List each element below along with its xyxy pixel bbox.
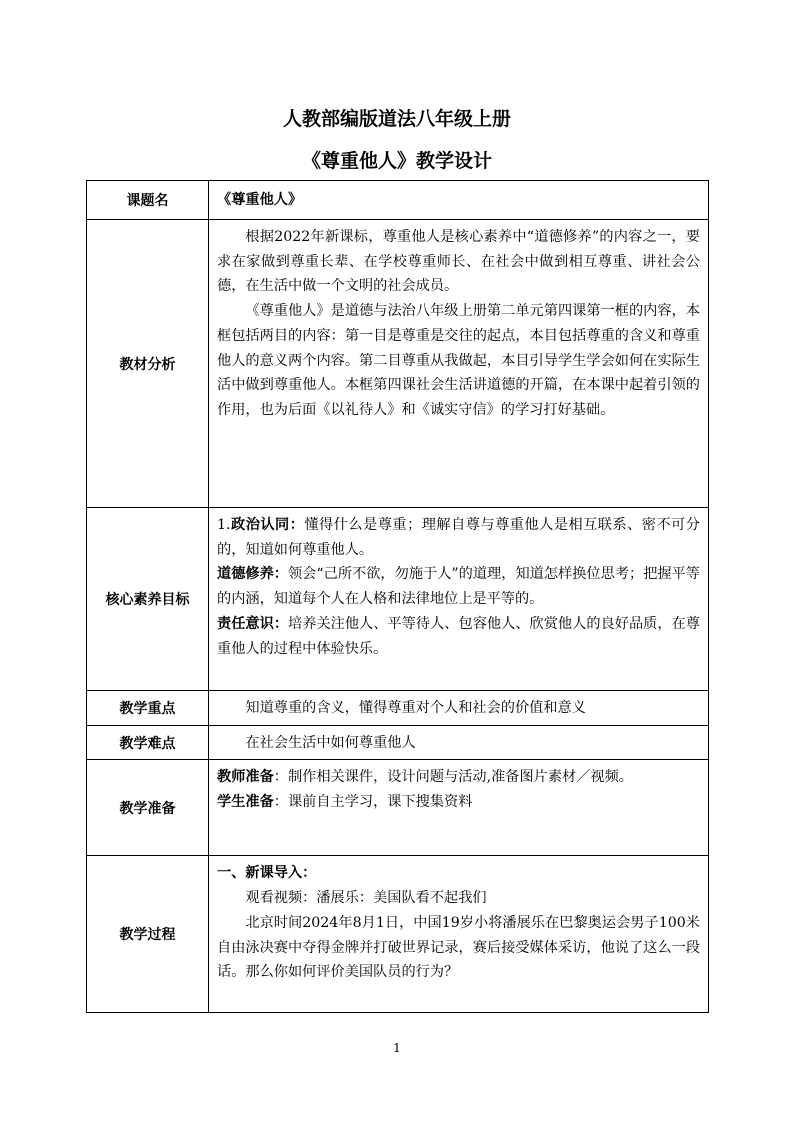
label-topic: 课题名 bbox=[87, 181, 209, 220]
goal-responsibility-title: 责任意识： bbox=[217, 615, 289, 632]
goal-political-title: 政治认同： bbox=[230, 517, 305, 533]
label-analysis: 教材分析 bbox=[87, 220, 209, 508]
goal-responsibility bbox=[217, 612, 700, 661]
process-line-1: 观看视频：潘展乐：美国队看不起我们 bbox=[245, 890, 487, 907]
goal-moral-title: 道德修养： bbox=[217, 566, 288, 583]
analysis-paragraph-1: 根据2022年新课标，尊重他人是核心素养中“道德修养”的内容之一，要求在家做到尊重长辈、在学校尊重师长、在社会中做到相互尊重、讲社会公德，在生活中做一个文明的社会成员。 bbox=[217, 229, 700, 295]
teacher-preparation bbox=[217, 765, 700, 790]
label-goals: 核心素养目标 bbox=[87, 508, 209, 691]
student-preparation bbox=[217, 790, 700, 815]
row-goals bbox=[87, 508, 709, 691]
row-key-point bbox=[87, 691, 709, 726]
row-process bbox=[87, 856, 709, 1013]
topic-value: 《尊重他人》 bbox=[217, 192, 303, 209]
page-number: 1 bbox=[393, 1041, 401, 1055]
goal-political-text: 懂得什么是尊重；理解自尊与尊重他人是相互联系、密不可分的，知道如何尊重他人。 bbox=[217, 517, 700, 558]
row-difficulty bbox=[87, 725, 709, 760]
teacher-preparation-title: 教师准备 bbox=[217, 769, 274, 786]
value-goals bbox=[209, 508, 709, 691]
value-difficulty bbox=[209, 725, 709, 760]
value-topic bbox=[209, 181, 709, 220]
goal-moral bbox=[217, 562, 700, 611]
goal-responsibility-text: 培养关注他人、平等待人、包容他人、欣赏他人的良好品质，在尊重他人的过程中体验快乐。 bbox=[217, 615, 700, 657]
row-topic bbox=[87, 181, 709, 220]
goal-political bbox=[217, 513, 700, 562]
label-preparation: 教学准备 bbox=[87, 760, 209, 856]
row-preparation bbox=[87, 760, 709, 856]
key-point-text: 知道尊重的含义，懂得尊重对个人和社会的价值和意义 bbox=[245, 700, 586, 716]
student-preparation-title: 学生准备 bbox=[217, 794, 274, 811]
document-subtitle: 《尊重他人》教学设计 bbox=[301, 150, 492, 172]
label-key-point: 教学重点 bbox=[87, 691, 209, 726]
difficulty-text: 在社会生活中如何尊重他人 bbox=[245, 734, 416, 751]
student-preparation-text: ：课前自主学习，课下搜集资料 bbox=[273, 794, 473, 811]
row-analysis bbox=[87, 220, 709, 508]
process-heading: 一、新课导入： bbox=[217, 865, 317, 882]
analysis-paragraph-2: 《尊重他人》是道德与法治八年级上册第二单元第四课第一框的内容，本框包括两目的内容：第一目是尊重是交往的起点，本目包括尊重的含义和尊重他人的意义两个内容。第二目尊重从我做起，本目引导学生学会如何在实际生活中做到尊重他人。本框第四课社会生活讲道德的开篇，在本课中起着引领的作用，也为后面《以礼待人》和《诚实守信》的学习打好基础。 bbox=[217, 303, 700, 418]
label-difficulty: 教学难点 bbox=[87, 725, 209, 760]
document-title: 人教部编版道法八年级上册 bbox=[282, 108, 511, 130]
value-key-point bbox=[209, 691, 709, 726]
process-paragraph: 北京时间2024年8月1日，中国19岁小将潘展乐在巴黎奥运会男子100米自由泳决赛中夺得金牌并打破世界记录，赛后接受媒体采访，他说了这么一段话。那么你如何评价美国队员的行为？ bbox=[217, 914, 700, 981]
value-preparation bbox=[209, 760, 709, 856]
lesson-plan-table bbox=[86, 180, 709, 1013]
value-process bbox=[209, 856, 709, 1013]
value-analysis bbox=[209, 220, 709, 508]
goal-moral-text: 领会“己所不欲，勿施于人”的道理，知道怎样换位思考；把握平等的内涵，知道每个人在人格和法律地位上是平等的。 bbox=[217, 566, 700, 608]
label-process: 教学过程 bbox=[87, 856, 209, 1013]
goal-number: 1. bbox=[217, 517, 231, 533]
teacher-preparation-text: ：制作相关课件，设计问题与活动,准备图片素材／视频。 bbox=[273, 769, 633, 786]
